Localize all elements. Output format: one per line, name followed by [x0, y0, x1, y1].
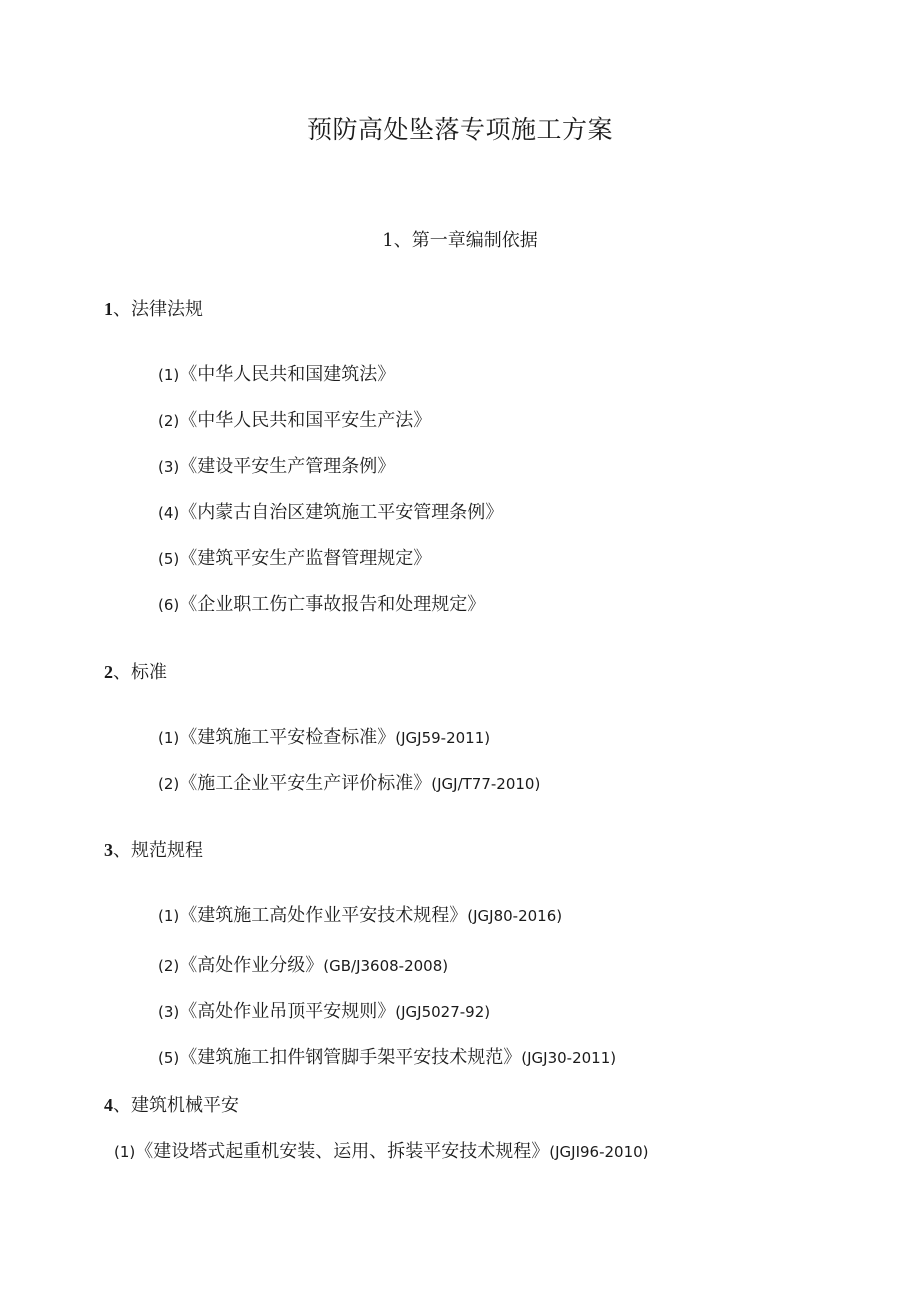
- chapter-heading: 1、第一章编制依据: [382, 230, 538, 251]
- section-title: 、法律法规: [113, 299, 203, 320]
- item-code: (JGJ59-2011): [395, 729, 491, 747]
- list-item: [158, 458, 395, 476]
- item-marker: (6): [158, 596, 180, 614]
- section-heading-standards: [104, 663, 167, 682]
- item-text: 《内蒙古自治区建筑施工平安管理条例》: [179, 502, 504, 523]
- item-text: 《中华人民共和国平安生产法》: [179, 410, 432, 431]
- item-text: 《建筑施工扣件钢管脚手架平安技术规范》: [179, 1047, 522, 1068]
- list-item: [158, 1003, 490, 1021]
- section-heading-machinery: [104, 1096, 239, 1115]
- section-number: 3: [104, 840, 113, 860]
- item-marker: (2): [158, 957, 180, 975]
- item-text: 《施工企业平安生产评价标准》: [179, 773, 432, 794]
- item-text: 《高处作业分级》: [179, 955, 324, 976]
- list-item: [158, 775, 540, 793]
- item-marker: (3): [158, 1003, 180, 1021]
- item-marker: (2): [158, 412, 180, 430]
- item-marker: (2): [158, 775, 180, 793]
- item-text: 《建筑施工高处作业平安技术规程》: [179, 905, 468, 926]
- item-marker: (1): [158, 907, 180, 925]
- item-code: (JGJ/T77-2010): [431, 775, 541, 793]
- item-marker: (3): [158, 458, 180, 476]
- item-marker: (1): [114, 1143, 136, 1161]
- list-item: [158, 504, 503, 522]
- list-item: [158, 596, 485, 614]
- item-code: (JGJ80-2016): [467, 907, 563, 925]
- list-item: [158, 550, 431, 568]
- list-item: [158, 1049, 616, 1067]
- item-marker: (4): [158, 504, 180, 522]
- section-number: 1: [104, 299, 113, 319]
- list-item: [158, 412, 431, 430]
- list-item: [158, 729, 490, 747]
- list-item: [158, 366, 395, 384]
- section-number: 2: [104, 662, 113, 682]
- list-item: [158, 957, 448, 975]
- section-heading-laws: [104, 300, 203, 319]
- section-title: 、规范规程: [113, 840, 203, 861]
- item-text: 《中华人民共和国建筑法》: [179, 364, 396, 385]
- list-item: [158, 907, 562, 925]
- document-title: 预防高处坠落专项施工方案: [306, 115, 613, 144]
- section-number: 4: [104, 1095, 113, 1115]
- item-marker: (5): [158, 550, 180, 568]
- item-marker: (5): [158, 1049, 180, 1067]
- item-marker: (1): [158, 729, 180, 747]
- item-code: (JGJI96-2010): [549, 1143, 649, 1161]
- item-text: 《建筑施工平安检查标准》: [179, 727, 396, 748]
- list-item: [114, 1143, 649, 1161]
- item-text: 《建设塔式起重机安装、运用、拆装平安技术规程》: [135, 1141, 550, 1162]
- item-code: (JGJ5027-92): [395, 1003, 491, 1021]
- item-text: 《建设平安生产管理条例》: [179, 456, 396, 477]
- item-marker: (1): [158, 366, 180, 384]
- item-text: 《建筑平安生产监督管理规定》: [179, 548, 432, 569]
- item-text: 《高处作业吊顶平安规则》: [179, 1001, 396, 1022]
- item-code: (JGJ30-2011): [521, 1049, 617, 1067]
- item-text: 《企业职工伤亡事故报告和处理规定》: [179, 594, 486, 615]
- section-heading-codes: [104, 841, 203, 860]
- section-title: 、建筑机械平安: [113, 1095, 239, 1116]
- item-code: (GB/J3608-2008): [323, 957, 449, 975]
- section-title: 、标准: [113, 662, 167, 683]
